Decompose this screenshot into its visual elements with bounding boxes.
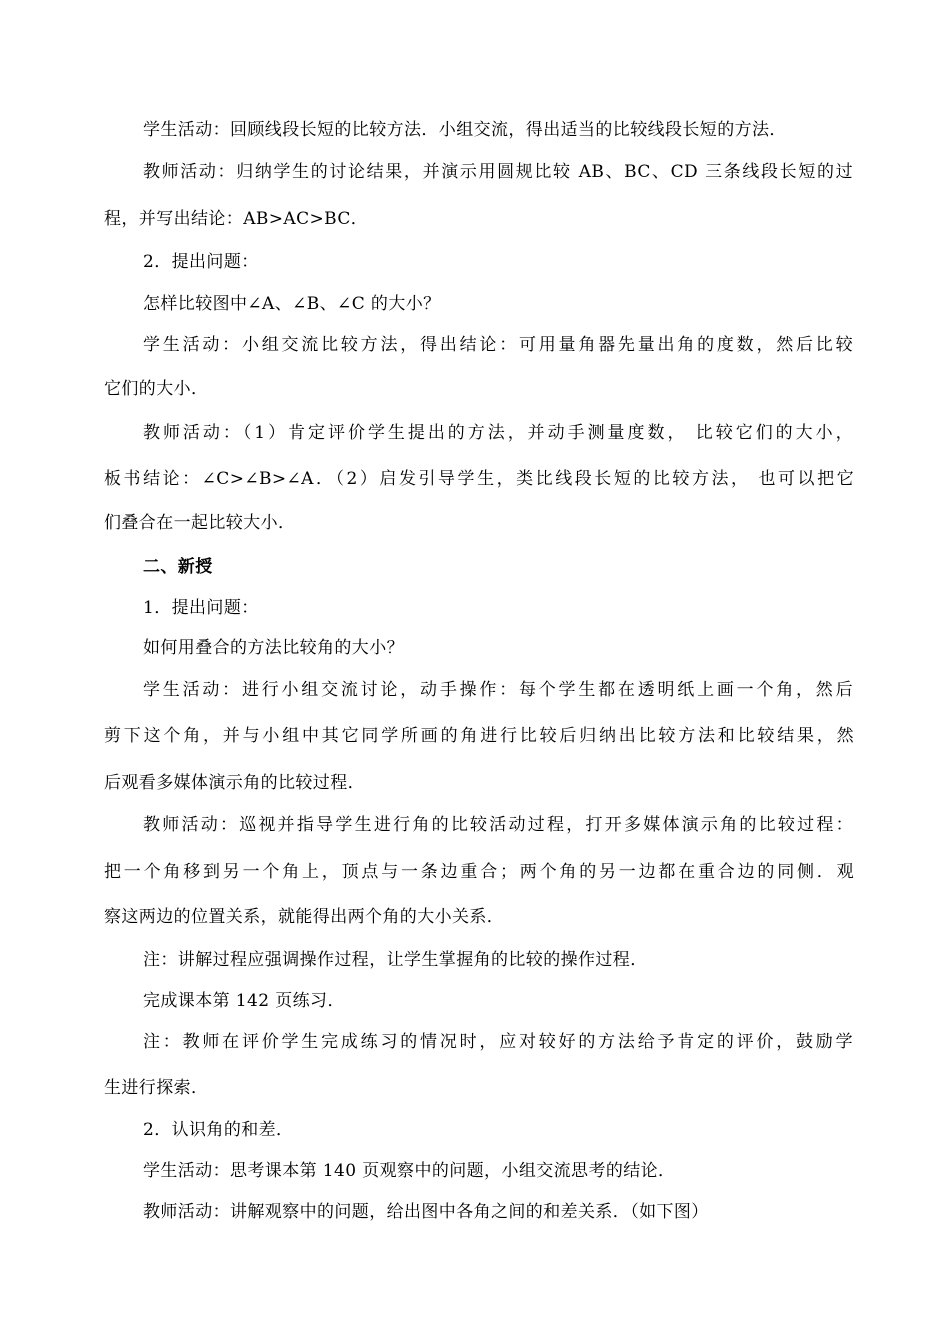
heading-pose-question-1: 2．提出问题：	[143, 252, 259, 272]
paragraph-teacher-activity-conclusion: 程，并写出结论：AB>AC>BC．	[104, 209, 369, 229]
paragraph-student-activity-protractor-end: 它们的大小．	[104, 379, 209, 399]
paragraph-teacher-activity-compasses: 教师活动：归纳学生的讨论结果，并演示用圆规比较 AB、BC、CD 三条线段长短的过	[143, 162, 853, 182]
heading-pose-question-2: 1．提出问题：	[143, 598, 259, 618]
paragraph-student-activity-tracing-2: 剪下这个角，并与小组中其它同学所画的角进行比较后归纳出比较方法和比较结果，然	[104, 726, 854, 746]
note-evaluation: 注：教师在评价学生完成练习的情况时，应对较好的方法给予肯定的评价，鼓励学	[143, 1032, 853, 1052]
paragraph-teacher-activity-board-end: 们叠合在一起比较大小．	[104, 513, 296, 533]
note-evaluation-end: 生进行探索．	[104, 1078, 209, 1098]
paragraph-student-activity-tracing-end: 后观看多媒体演示角的比较过程．	[104, 773, 365, 793]
paragraph-teacher-activity-board: 板书结论：∠C>∠B>∠A．（2）启发引导学生，类比线段长短的比较方法， 也可以把它	[104, 469, 854, 489]
paragraph-teacher-activity-patrol: 教师活动：巡视并指导学生进行角的比较活动过程，打开多媒体演示角的比较过程：	[143, 815, 853, 835]
section-heading-new-lesson: 二、新授	[143, 557, 213, 577]
question-compare-angles: 怎样比较图中∠A、∠B、∠C 的大小？	[143, 294, 441, 314]
heading-sum-difference: 2．认识角的和差．	[143, 1120, 294, 1140]
paragraph-teacher-activity-patrol-end: 察这两边的位置关系，就能得出两个角的大小关系．	[104, 907, 505, 927]
exercise-page-142: 完成课本第 142 页练习．	[143, 991, 345, 1011]
paragraph-student-activity-protractor: 学生活动：小组交流比较方法，得出结论：可用量角器先量出角的度数，然后比较	[143, 335, 853, 355]
question-overlap-method: 如何用叠合的方法比较角的大小？	[143, 638, 404, 658]
paragraph-student-activity-page-140: 学生活动：思考课本第 140 页观察中的问题，小组交流思考的结论．	[143, 1161, 676, 1181]
paragraph-student-activity-tracing: 学生活动：进行小组交流讨论，动手操作：每个学生都在透明纸上画一个角，然后	[143, 680, 853, 700]
paragraph-teacher-activity-evaluate: 教师活动：（1）肯定评价学生提出的方法，并动手测量度数， 比较它们的大小，	[143, 423, 853, 443]
paragraph-teacher-activity-patrol-2: 把一个角移到另一个角上，顶点与一条边重合；两个角的另一边都在重合边的同侧．观	[104, 862, 854, 882]
note-operation-process: 注：讲解过程应强调操作过程，让学生掌握角的比较的操作过程．	[143, 950, 648, 970]
paragraph-student-activity-review: 学生活动：回顾线段长短的比较方法．小组交流，得出适当的比较线段长短的方法．	[143, 120, 787, 140]
paragraph-teacher-activity-sum-difference: 教师活动：讲解观察中的问题，给出图中各角之间的和差关系．（如下图）	[143, 1202, 709, 1222]
